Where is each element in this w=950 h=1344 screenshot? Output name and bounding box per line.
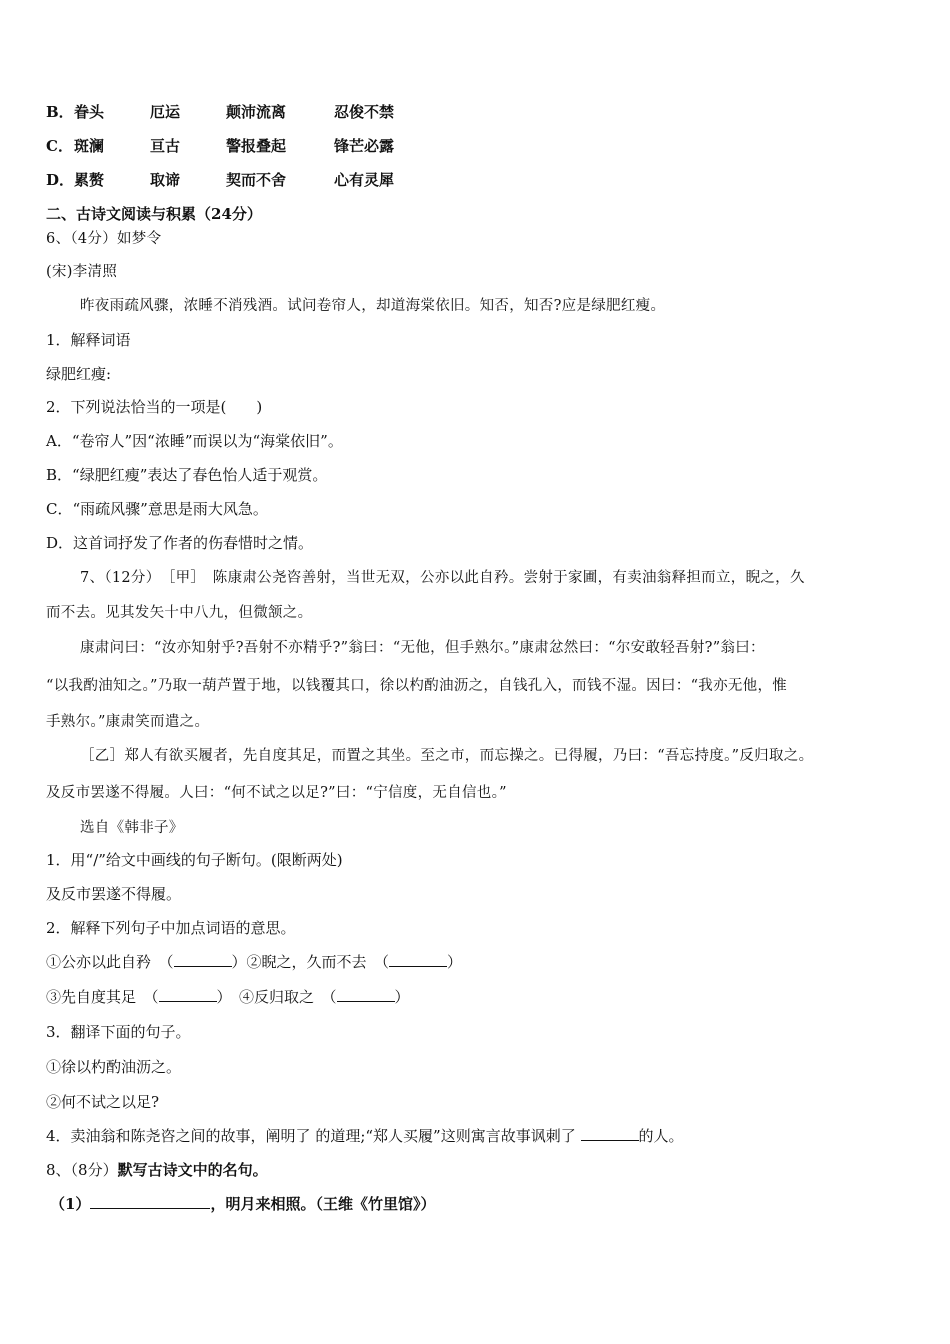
option-word: 眷头 [74,103,105,121]
option-word: 取谛 [150,171,181,189]
choice-d: D．这首词抒发了作者的伤春惜时之情。 [46,534,314,552]
choice-a: A．“卷帘人”因“浓睡”而误以为“海棠依旧”。 [46,432,343,450]
option-letter: B． [46,103,74,121]
q7-sub3: 3．翻译下面的句子。 [46,1023,191,1041]
passage-line: ［乙］郑人有欲买履者，先自度其足，而置之其坐。至之市，而忘操之。已得履，乃曰：“吾忘持度。”反归取之。 [80,748,814,764]
section-title: 二、古诗文阅读与积累（24分） [46,205,262,223]
passage-line: 手熟尔。”康肃笑而遣之。 [46,714,210,730]
q8-item-text: ，明月来相照。（王维《竹里馆》） [210,1195,436,1213]
q7-sub3-item: ①徐以杓酌油沥之。 [46,1058,182,1076]
option-word: 忍俊不禁 [334,103,395,121]
blank-label: ） ④反归取之 （ [216,988,337,1006]
option-word: 警报叠起 [226,137,287,155]
q8-item-number: （1） [50,1195,91,1213]
option-letter: C． [46,137,73,155]
option-word: 颠沛流离 [226,103,287,121]
q7-sub2-row1 [46,952,462,972]
q8-title: 默写古诗文中的名句。 [117,1161,268,1179]
answer-blank[interactable] [174,952,232,967]
blank-label: ③先自度其足 （ [46,988,159,1006]
passage-line: 7、（12分） ［甲］ 陈康肃公尧咨善射，当世无双，公亦以此自矜。尝射于家圃，有卖油翁释担而立，睨之，久 [80,570,805,586]
option-word: 斑澜 [74,137,105,155]
q7-sub4 [46,1126,684,1146]
option-word: 亘古 [150,137,181,155]
choice-c: C．“雨疏风骤”意思是雨大风急。 [46,500,268,518]
q7-sub1-item: 及反市罢遂不得履。 [46,885,182,903]
answer-blank[interactable] [337,987,395,1002]
option-letter: D． [46,171,75,189]
q7-sub1: 1．用“/”给文中画线的句子断句。(限断两处) [46,851,343,869]
option-d-row [46,170,394,190]
q6-sub1-item: 绿肥红瘦: [46,365,112,383]
poem-text: 昨夜雨疏风骤，浓睡不消残酒。试问卷帘人，却道海棠依旧。知否，知否?应是绿肥红瘦。 [80,298,666,314]
choice-b: B．“绿肥红瘦”表达了春色怡人适于观赏。 [46,466,328,484]
q8-prefix: 8、（8分） [46,1161,118,1179]
passage-line: 康肃问曰：“汝亦知射乎?吾射不亦精乎?”翁曰：“无他，但手熟尔。”康肃忿然曰：“尔安敢轻吾射?”翁曰： [80,640,765,656]
q8-item1 [50,1194,435,1214]
blank-label: ①公亦以此自矜 （ [46,953,174,971]
blank-label: ） [394,988,410,1006]
q7-sub2: 2．解释下列句子中加点词语的意思。 [46,919,296,937]
option-word: 厄运 [150,103,181,121]
passage-line: “以我酌油知之。”乃取一葫芦置于地，以钱覆其口，徐以杓酌油沥之，自钱孔入，而钱不湿。因曰：“我亦无他，惟 [46,678,788,694]
option-word: 契而不舍 [226,171,287,189]
q6-sub1: 1．解释词语 [46,331,131,349]
blank-label: ） [447,953,463,971]
option-b-row [46,102,394,122]
q7-sub4-text: 4．卖油翁和陈尧咨之间的故事，阐明了 的道理;“郑人买履”这则寓言故事讽刺了 [46,1127,576,1145]
option-word: 锋芒必露 [334,137,395,155]
answer-blank[interactable] [90,1194,210,1209]
blank-label: ）②睨之，久而不去 （ [231,953,390,971]
passage-line: 及反市罢遂不得履。人曰：“何不试之以足?”曰：“宁信度，无自信也。” [46,785,507,801]
q7-sub3-item: ②何不试之以足? [46,1093,160,1111]
answer-blank[interactable] [159,987,217,1002]
option-word: 累赘 [74,171,105,189]
question-6-heading: 6、（4分）如梦令 [46,231,162,247]
answer-blank[interactable] [581,1126,639,1141]
poem-author: (宋)李清照 [46,264,118,280]
passage-source: 选自《韩非子》 [80,820,184,836]
question-8-heading [46,1160,268,1180]
option-c-row [46,136,394,156]
q6-sub2: 2．下列说法恰当的一项是( ) [46,398,263,416]
q7-sub2-row2 [46,987,410,1007]
passage-line: 而不去。见其发矢十中八九，但微颔之。 [46,605,313,621]
q7-sub4-text: 的人。 [638,1127,684,1145]
option-word: 心有灵犀 [334,171,395,189]
answer-blank[interactable] [389,952,447,967]
